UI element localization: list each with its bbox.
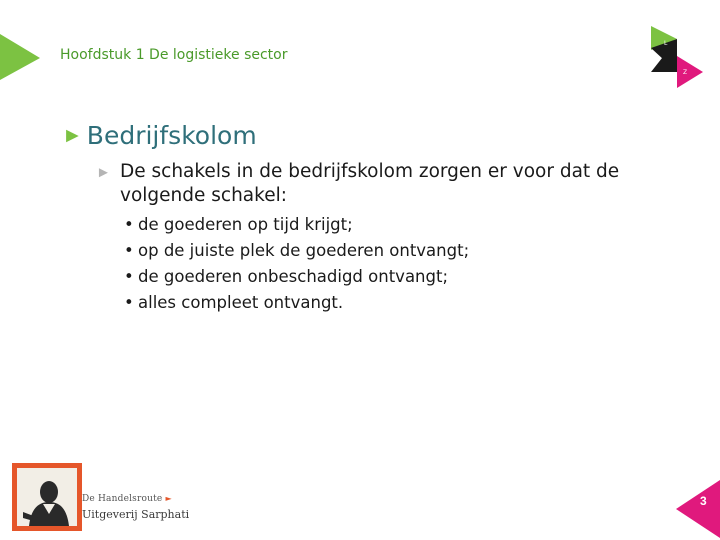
bullet-dot-icon: •: [124, 241, 134, 260]
page-number: 3: [700, 494, 707, 508]
sub-point-text: De schakels in de bedrijfskolom zorgen er voor dat de volgende schakel:: [120, 161, 620, 206]
page-number-triangle: [676, 480, 720, 540]
slide-body: [96, 160, 696, 316]
bullet-list: [124, 212, 696, 316]
bullet-text: de goederen onbeschadigd ontvangt;: [138, 267, 449, 286]
list-item: [124, 212, 696, 238]
orange-arrow-icon: ►: [165, 494, 172, 503]
right-triangle-arrow-icon: ►: [62, 123, 83, 147]
publisher-logo-portrait: [12, 463, 82, 531]
grey-triangle-arrow-icon: ►: [96, 164, 111, 181]
chapter-title: Hoofdstuk 1 De logistieke sector: [60, 47, 288, 63]
green-triangle-decoration: [0, 34, 42, 82]
bullet-dot-icon: •: [124, 215, 134, 234]
sub-point-row: [96, 160, 696, 208]
bullet-dot-icon: •: [124, 293, 134, 312]
portrait-icon: [17, 468, 77, 526]
publisher-line-1: [82, 494, 172, 504]
corner-mark-letter-top: L: [664, 40, 668, 47]
list-item: [124, 238, 696, 264]
list-item: [124, 264, 696, 290]
corner-mark-letter-bottom: Z: [683, 69, 688, 76]
bullet-dot-icon: •: [124, 267, 134, 286]
bullet-text: de goederen op tijd krijgt;: [138, 215, 353, 234]
publisher-line-2: Uitgeverij Sarphati: [82, 508, 190, 521]
publisher-line-1-text: De Handelsroute: [82, 494, 163, 504]
corner-logo-mark: [648, 26, 706, 90]
list-item: [124, 290, 696, 316]
heading-text: Bedrijfskolom: [86, 121, 257, 150]
slide-heading: [62, 121, 257, 150]
bullet-text: op de juiste plek de goederen ontvangt;: [138, 241, 470, 260]
bullet-text: alles compleet ontvangt.: [138, 293, 344, 312]
